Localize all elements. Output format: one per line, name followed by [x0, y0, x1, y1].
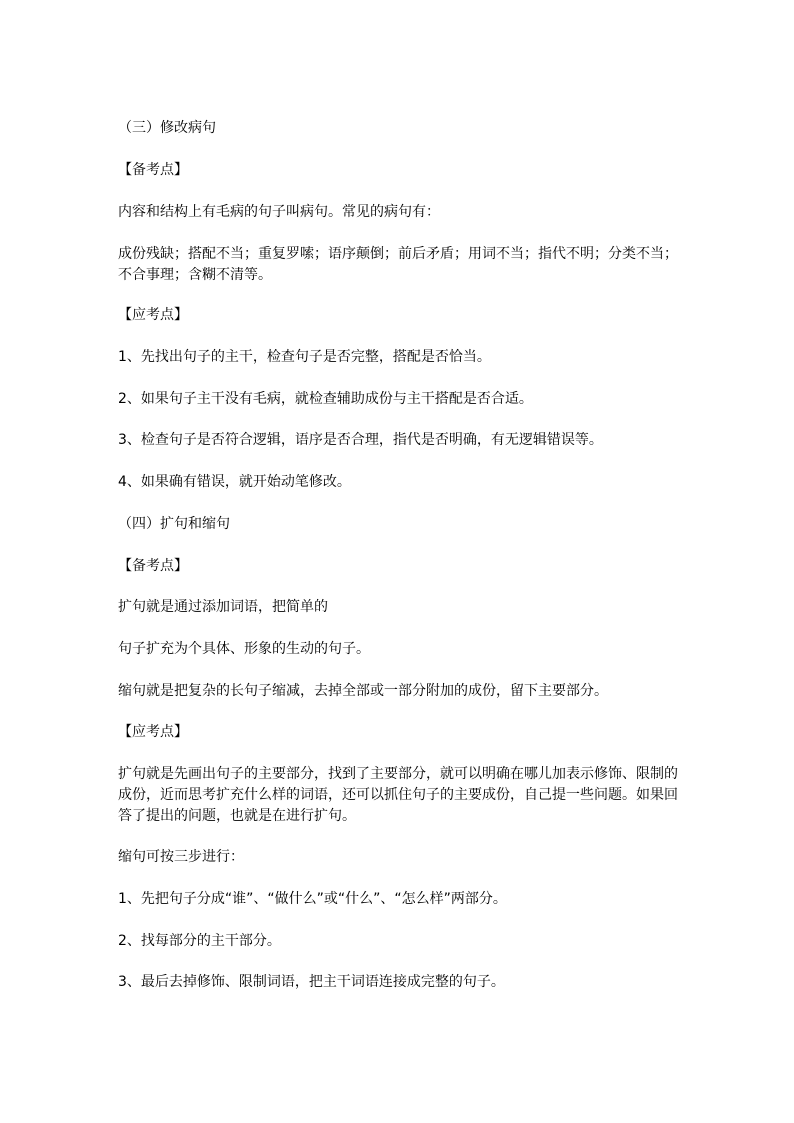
- section3-bei-label: 【备考点】: [118, 162, 188, 178]
- section4-expand-line1: 扩句就是通过添加词语，把简单的: [118, 599, 328, 615]
- section3-step-4: 4、如果确有错误，就开始动笔修改。: [118, 474, 351, 490]
- section3-bei-text: 内容和结构上有毛病的句子叫病句。常见的病句有：: [118, 204, 440, 220]
- section3-types-line2: 不合事理；含糊不清等。: [118, 267, 272, 283]
- section4-bei-label: 【备考点】: [118, 558, 188, 574]
- section4-shrink-step-2: 2、找每部分的主干部分。: [118, 933, 281, 949]
- section4-shrink-step-1: 1、先把句子分成“谁”、“做什么”或“什么”、“怎么样”两部分。: [118, 891, 507, 907]
- section4-method-line1: 扩句就是先画出句子的主要部分，找到了主要部分，就可以明确在哪儿加表示修饰、限制的: [118, 766, 678, 782]
- section4-title: （四）扩句和缩句: [118, 516, 230, 532]
- section3-title: （三）修改病句: [118, 120, 216, 136]
- section4-expand-line2: 句子扩充为个具体、形象的生动的句子。: [118, 641, 370, 657]
- section4-ying-label: 【应考点】: [118, 724, 188, 740]
- section4-shrink-step-3: 3、最后去掉修饰、限制词语，把主干词语连接成完整的句子。: [118, 974, 505, 990]
- section4-method-line3: 答了提出的问题，也就是在进行扩句。: [118, 808, 356, 824]
- section3-ying-label: 【应考点】: [118, 307, 188, 323]
- section3-types-line1: 成份残缺；搭配不当；重复罗嗦；语序颠倒；前后矛盾；用词不当；指代不明；分类不当；: [118, 246, 678, 262]
- section4-shrink-def: 缩句就是把复杂的长句子缩减，去掉全部或一部分附加的成份，留下主要部分。: [118, 683, 608, 699]
- section4-method-line2: 成份，近而思考扩充什么样的词语，还可以抓住句子的主要成份，自己提一些问题。如果回: [118, 787, 678, 803]
- section3-step-2: 2、如果句子主干没有毛病，就检查辅助成份与主干搭配是否合适。: [118, 391, 533, 407]
- section3-step-1: 1、先找出句子的主干，检查句子是否完整，搭配是否恰当。: [118, 349, 491, 365]
- section3-step-3: 3、检查句子是否符合逻辑，语序是否合理，指代是否明确，有无逻辑错误等。: [118, 432, 603, 448]
- section4-shrink-intro: 缩句可按三步进行：: [118, 849, 244, 865]
